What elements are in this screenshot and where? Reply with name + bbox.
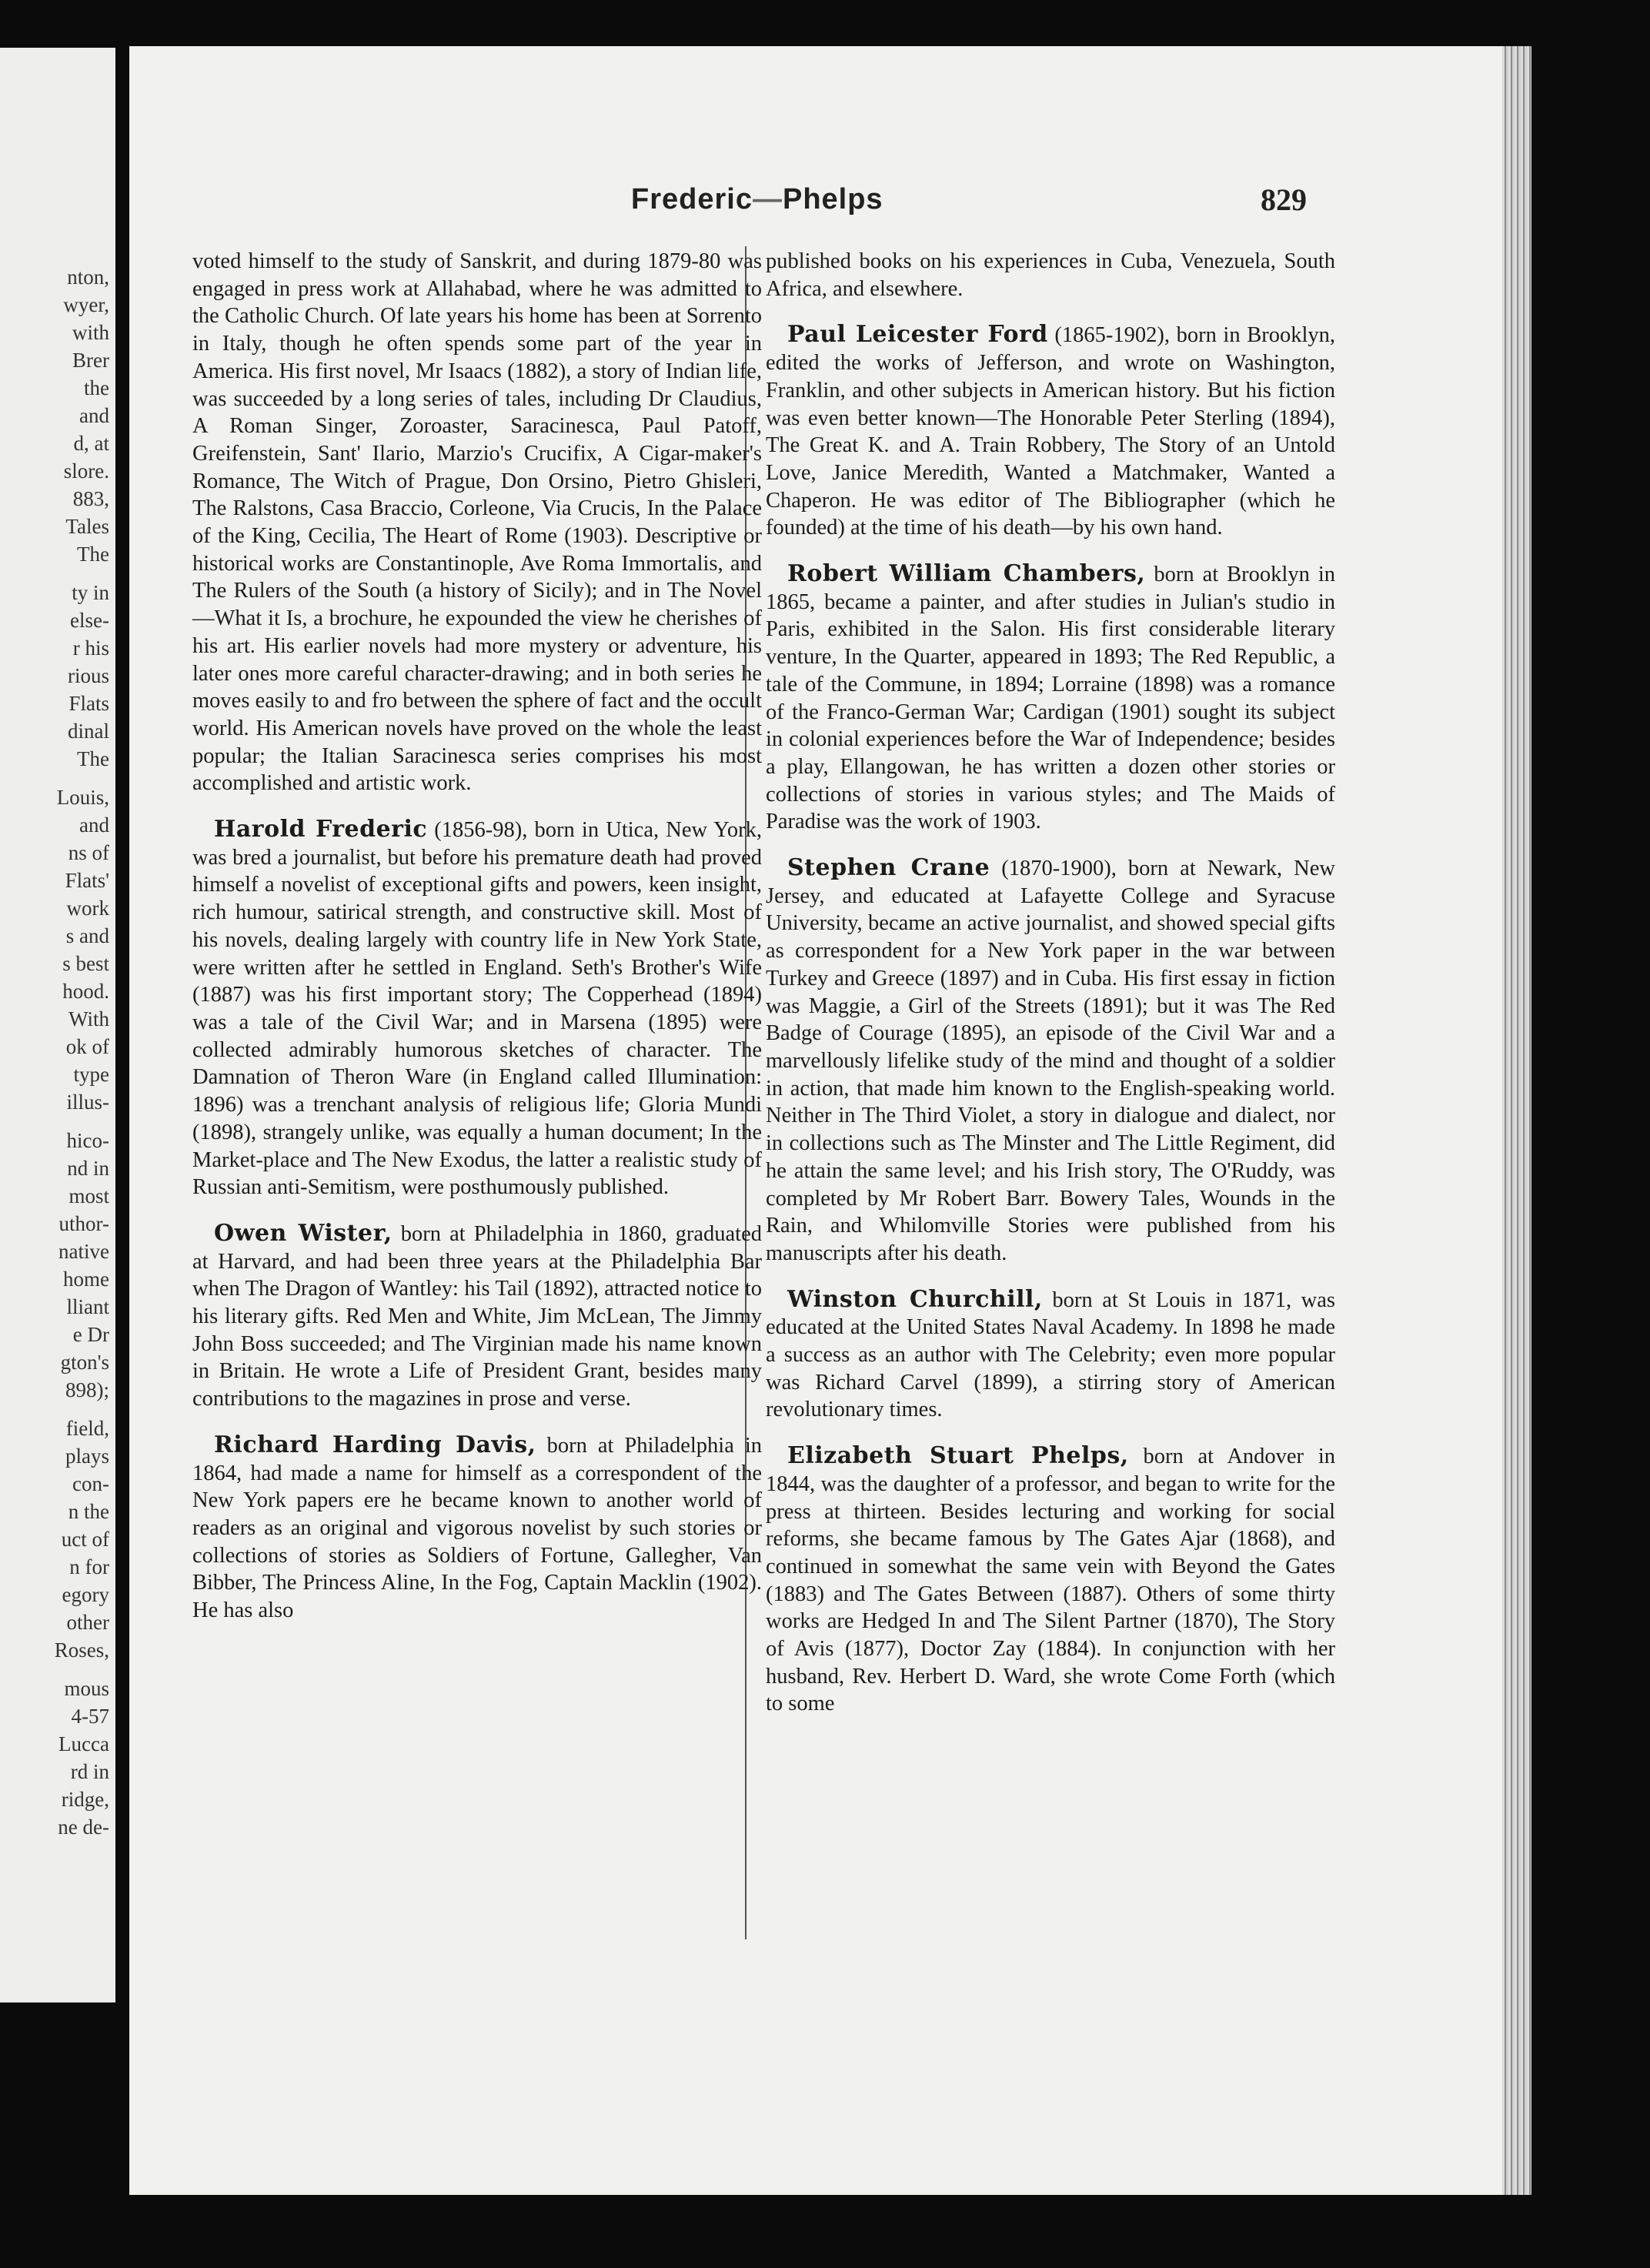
fragment-line: uct of [61,1528,109,1551]
fragment-line: n for [69,1555,109,1578]
fragment-line: field, [65,1417,109,1440]
fragment-line: and [79,404,109,427]
entry-name: Elizabeth Stuart Phelps, [787,1442,1129,1470]
crawford-continuation: voted himself to the study of Sanskrit, and during 1879-80 was engaged in press work at Allahabad, where he was admitted to the Catholic Church. Of late years his home has been at Sorrento in Italy, though he often spends some part of the year in America. His first novel, Mr Isaacs (1882), a story of Indian life, was succeeded by a long series of tales, including Dr Claudius, A Roman Singer, Zoroaster, Saracinesca, Paul Patoff, Greifenstein, Sant' Ilario, Marzio's Crucifix, A Cigar-maker's Romance, The Witch of Prague, Don Orsino, Pietro Ghisleri, The Ralstons, Casa Braccio, Corleone, Via Crucis, In the Palace of the King, Cecilia, The Heart of Rome (1903). Descriptive or historical works are Constantinople, Ave Roma Immortalis, and The Rulers of the South (a history of Sicily); and in The Novel—What it Is, a brochure, he expounded the view he cherishes of his art. His earlier novels had more mystery or adventure, his later ones more careful character-drawing; and in both series he moves easily to and fro between the sphere of fact and the occult world. His American novels have proved on the whole the least popular; the Italian Saracinesca series comprises his most accomplished and artistic work. [192,249,762,796]
fragment-line: nd in [67,1157,109,1180]
fragment-line: with [72,321,109,344]
fragment-line: With [68,1007,109,1030]
fragment-line: Louis, [56,786,109,809]
fragment-line: hood. [62,980,109,1003]
fragment-line: r his [72,636,109,660]
fragment-line: else- [70,609,109,632]
fragment-line: hico- [66,1129,109,1152]
right-column [766,248,1335,1736]
header-right-word: Phelps [782,183,883,215]
fragment-line: dinal [68,720,109,743]
fragment-line: Lucca [58,1732,109,1755]
entry-text: (1870-1900), born at Newark, New Jersey, and educated at Lafayette College and Syracuse University, became an active journalist, and showed special gifts as correspondent for a New York paper in the war between Turkey and Greece (1897) and in Cuba. His first essay in fiction was Maggie, a Girl of the Streets (1891); but it was The Red Badge of Courage (1895), an episode of the Civil War and a marvellously lifelike study of the mind and thought of a soldier in action, that made him known to the English-speaking world. Neither in The Third Violet, a story in dialogue and dialect, nor in collections such as The Minster and The Little Regiment, did he attain the same level; and his Irish story, The O'Ruddy, was completed by Mr Robert Barr. Bowery Tales, Wounds in the Rain, and Whilomville Stories were published from his manuscripts after his death. [766,857,1335,1265]
header-left-word: Frederic [631,183,753,215]
entry-phelps [766,1442,1335,1718]
fragment-line: Brer [72,349,109,372]
left-column [192,248,762,1643]
fragment-line: rious [68,664,109,687]
fragment-line: s best [62,952,109,975]
entry-name: Paul Leicester Ford [787,321,1048,349]
fragment-line: mous [64,1677,109,1700]
adjacent-page-fragment [0,48,115,2002]
entry-name: Harold Frederic [214,816,428,843]
fragment-line: the [84,376,109,399]
fragment-line: egory [62,1583,109,1606]
fragment-line: and [79,813,109,837]
fragment-line: ridge, [61,1788,109,1811]
fragment-line: other [66,1611,109,1634]
fragment-line: home [63,1268,109,1291]
header-separator: — [752,183,783,215]
davis-continuation: published books on his experiences in Cuba, Venezuela, South Africa, and elsewhere. [766,249,1335,301]
fragment-line: n the [68,1500,109,1523]
fragment-line: rd in [70,1760,109,1783]
entry-chambers [766,560,1335,836]
entry-text: born at Brooklyn in 1865, became a painter, and after studies in Julian's studio in Paris, exhibited in the Salon. His first considerable literary venture, In the Quarter, appeared in 1893; The Red Republic, a tale of the Commune, in 1894; Lorraine (1898) was a romance of the Franco-German War; Cardigan (1901) sought its subject in colonial experiences before the War of Independence; besides a play, Ellangowan, he has written a dozen other stories or collections of stories in various styles; and The Maids of Paradise was the work of 1903. [766,563,1335,834]
entry-name: Richard Harding Davis, [214,1431,536,1458]
fragment-line: uthor- [58,1212,109,1235]
fragment-line: The [77,543,109,566]
fragment-line: illus- [66,1091,109,1114]
entry-text: born at Philadelphia in 1860, graduated at Harvard, and had been three years at the Philadelphia Bar when The Dragon of Wantley: his Tail (1892), attracted notice to his literary gifts. Red Men and White, Jim McLean, The Jimmy John Boss succeeded; and The Virginian made his name known in Britain. He wrote a Life of President Grant, besides many contributions to the magazines in prose and verse. [192,1221,762,1411]
entry-text: born at St Louis in 1871, was educated at the United States Naval Academy. In 1898 he made a success as an author with The Celebrity; even more popular was Richard Carvel (1899), a stirring story of American revolutionary times. [766,1288,1335,1422]
entry-ford [766,321,1335,542]
entry-crane [766,854,1335,1268]
fragment-line: Tales [65,515,109,538]
entry-text: (1865-1902), born in Brooklyn, edited the works of Jefferson, and wrote on Washington, Franklin, and other subjects in American history. But his fiction was even better known—The Honorable Peter Sterling (1894), The Great K. and A. Train Robbery, The Story of an Untold Love, Janice Meredith, Wanted a Matchmaker, Wanted a Chaperon. He was editor of The Bibliographer (which he founded) at the time of his death—by his own hand. [766,323,1335,540]
entry-text: born at Andover in 1844, was the daughter of a professor, and began to write for the press at thirteen. Besides lecturing and working for social reforms, she became famous by The Gates Ajar (1868), and continued in somewhat the same vein with Beyond the Gates (1883) and The Gates Between (1887). Others of some thirty works are Hedged In and The Silent Partner (1870), The Story of Avis (1877), Doctor Zay (1884). In conjunction with her husband, Rev. Herbert D. Ward, she wrote Come Forth (which to some [766,1445,1335,1716]
fragment-line: con- [72,1472,109,1495]
entry-frederic [192,816,762,1201]
fragment-line: most [68,1184,109,1207]
fragment-line: slore. [63,459,109,483]
fragment-line: nton, [67,266,109,289]
fragment-line: ok of [65,1035,109,1058]
page-edge [1502,46,1531,2195]
fragment-line: 898); [65,1378,109,1401]
page-number: 829 [1261,182,1307,217]
fragment-line: ty in [72,581,109,604]
fragment-line: gton's [60,1351,109,1374]
fragment-line: d, at [73,432,109,455]
fragment-line: lliant [66,1295,109,1318]
entry-name: Winston Churchill, [787,1285,1043,1313]
fragment-line: ne de- [58,1815,109,1839]
entry-text: born at Philadelphia in 1864, had made a name for himself as a correspondent of the New York papers ere he became known to another world of readers as an original and vigorous novelist by such stories or collections of stories as Soldiers of Fortune, Gallegher, Van Bibber, The Princess Aline, In the Fog, Captain Macklin (1902). He has also [192,1433,762,1623]
entry-name: Owen Wister, [214,1219,392,1247]
fragment-line: ns of [68,841,109,864]
entry-churchill [766,1286,1335,1425]
fragment-line: native [58,1240,109,1263]
fragment-line: Flats [68,692,109,715]
fragment-line: 883, [72,487,109,510]
running-header [631,183,883,216]
entry-name: Robert William Chambers, [787,560,1146,588]
fragment-line: work [66,897,109,920]
entry-name: Stephen Crane [787,854,990,882]
fragment-line: Flats' [65,869,109,892]
fragment-line: The [77,747,109,770]
fragment-line: Roses, [54,1638,109,1662]
entry-wister [192,1220,762,1413]
fragment-line: s and [65,924,109,947]
fragment-line: e Dr [72,1323,109,1346]
entry-davis [192,1431,762,1625]
fragment-line: plays [65,1445,109,1468]
fragment-line: type [73,1063,109,1086]
entry-text: (1856-98), born in Utica, New York, was bred a journalist, but before his premature death had proved himself a novelist of exceptional gifts and powers, keen insight, rich humour, satirical strength, and constructive skill. Most of his novels, dealing largely with country life in New York State, were written after he settled in England. Seth's Brother's Wife (1887) was his first important story; The Copperhead (1894) was a tale of the Civil War; and in Marsena (1895) were collected admirably humorous sketches of character. The Damnation of Theron Ware (in England called Illumination: 1896) was a trenchant analysis of religious life; Gloria Mundi (1898), strangely unlike, was equally a human document; In the Market-place and The New Exodus, the latter a realistic study of Russian anti-Semitism, were posthumously published. [192,818,762,1200]
fragment-line: 4-57 [71,1705,109,1728]
fragment-line: wyer, [63,293,109,316]
